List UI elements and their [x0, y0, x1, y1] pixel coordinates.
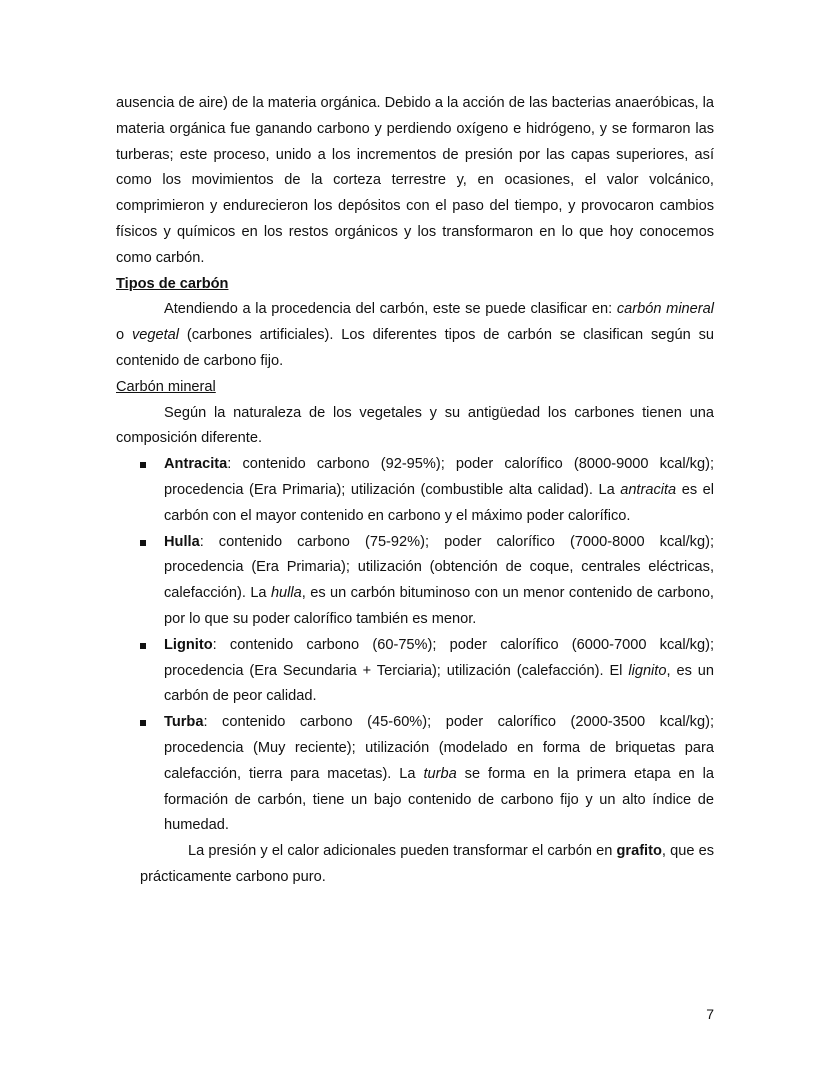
- item-name: Antracita: [164, 456, 228, 473]
- subsection-heading-mineral: Carbón mineral: [116, 378, 216, 395]
- page-number: 7: [706, 1006, 714, 1022]
- item-name: Lignito: [164, 636, 213, 653]
- item-name: Hulla: [164, 533, 200, 550]
- tipos-text-a: Atendiendo a la procedencia del carbón, este se puede clasificar en:: [164, 301, 617, 318]
- square-bullet-icon: [140, 540, 146, 546]
- coal-types-list: [116, 452, 714, 839]
- item-text-b: se forma en la primera etapa en la formación de carbón, tiene un bajo contenido de carbono fijo y un alto índice de humedad.: [164, 765, 714, 834]
- list-item-hulla: [116, 530, 714, 633]
- closing-text-b: , que es prácticamente carbono puro.: [140, 843, 714, 885]
- section-heading-tipos: Tipos de carbón: [116, 275, 229, 292]
- square-bullet-icon: [140, 462, 146, 468]
- list-item-lignito: [116, 633, 714, 710]
- list-item-antracita: [116, 452, 714, 529]
- item-term: antracita: [620, 481, 677, 498]
- closing-paragraph: [140, 839, 714, 891]
- mineral-intro-paragraph: Según la naturaleza de los vegetales y su antigüedad los carbones tienen una composición diferente.: [116, 404, 714, 447]
- page-content: [116, 91, 714, 891]
- item-text-b: es el carbón con el mayor contenido en carbono y el máximo poder calorífico.: [164, 481, 714, 524]
- term-vegetal: vegetal: [131, 327, 180, 344]
- term-grafito: grafito: [616, 843, 662, 860]
- item-text-b: , es un carbón de peor calidad.: [164, 662, 715, 705]
- item-term: lignito: [628, 662, 667, 679]
- tipos-text-c: (carbones artificiales). Los diferentes tipos de carbón se clasifican según su contenido de carbono fijo.: [116, 327, 714, 369]
- closing-text-a: La presión y el calor adicionales pueden transformar el carbón en: [188, 843, 617, 860]
- square-bullet-icon: [140, 720, 146, 726]
- square-bullet-icon: [140, 643, 146, 649]
- item-text-a: : contenido carbono (45-60%); poder calorífico (2000-3500 kcal/kg); procedencia (Muy reciente); utilización (modelado en forma de briquetas para calefacción, tierra para macetas). La: [164, 714, 714, 782]
- intro-paragraph: ausencia de aire) de la materia orgánica. Debido a la acción de las bacterias anaeróbicas, la materia orgánica fue ganando carbono y perdiendo oxígeno e hidrógeno, y se formaron las turberas; este proceso, unido a los incrementos de presión por las capas superiores, así como los movimientos de la corteza terrestre y, en ocasiones, el valor volcánico, comprimieron y endurecieron los depósitos con el paso del tiempo, y provocaron cambios físicos y químicos en los restos orgánicos y los transformaron en lo que hoy conocemos como carbón.: [116, 95, 714, 266]
- list-item-turba: [116, 710, 714, 839]
- tipos-paragraph: [116, 297, 714, 374]
- tipos-text-b: o: [116, 327, 132, 344]
- item-text-b: , es un carbón bituminoso con un menor contenido de carbono, por lo que su poder calorífico también es menor.: [164, 585, 714, 627]
- item-term: turba: [423, 765, 457, 782]
- item-term: hulla: [270, 585, 302, 602]
- item-text-a: : contenido carbono (92-95%); poder calorífico (8000-9000 kcal/kg); procedencia (Era Primaria); utilización (combustible alta calidad). La: [164, 456, 714, 498]
- item-text-a: : contenido carbono (75-92%); poder calorífico (7000-8000 kcal/kg); procedencia (Era Primaria); utilización (obtención de coque, centrales eléctricas, calefacción). La: [164, 533, 714, 602]
- item-name: Turba: [164, 714, 204, 731]
- term-carbon-mineral: carbón mineral: [616, 301, 715, 318]
- item-text-a: : contenido carbono (60-75%); poder calorífico (6000-7000 kcal/kg); procedencia (Era Secundaria + Terciaria); utilización (calefacción). El: [164, 636, 714, 679]
